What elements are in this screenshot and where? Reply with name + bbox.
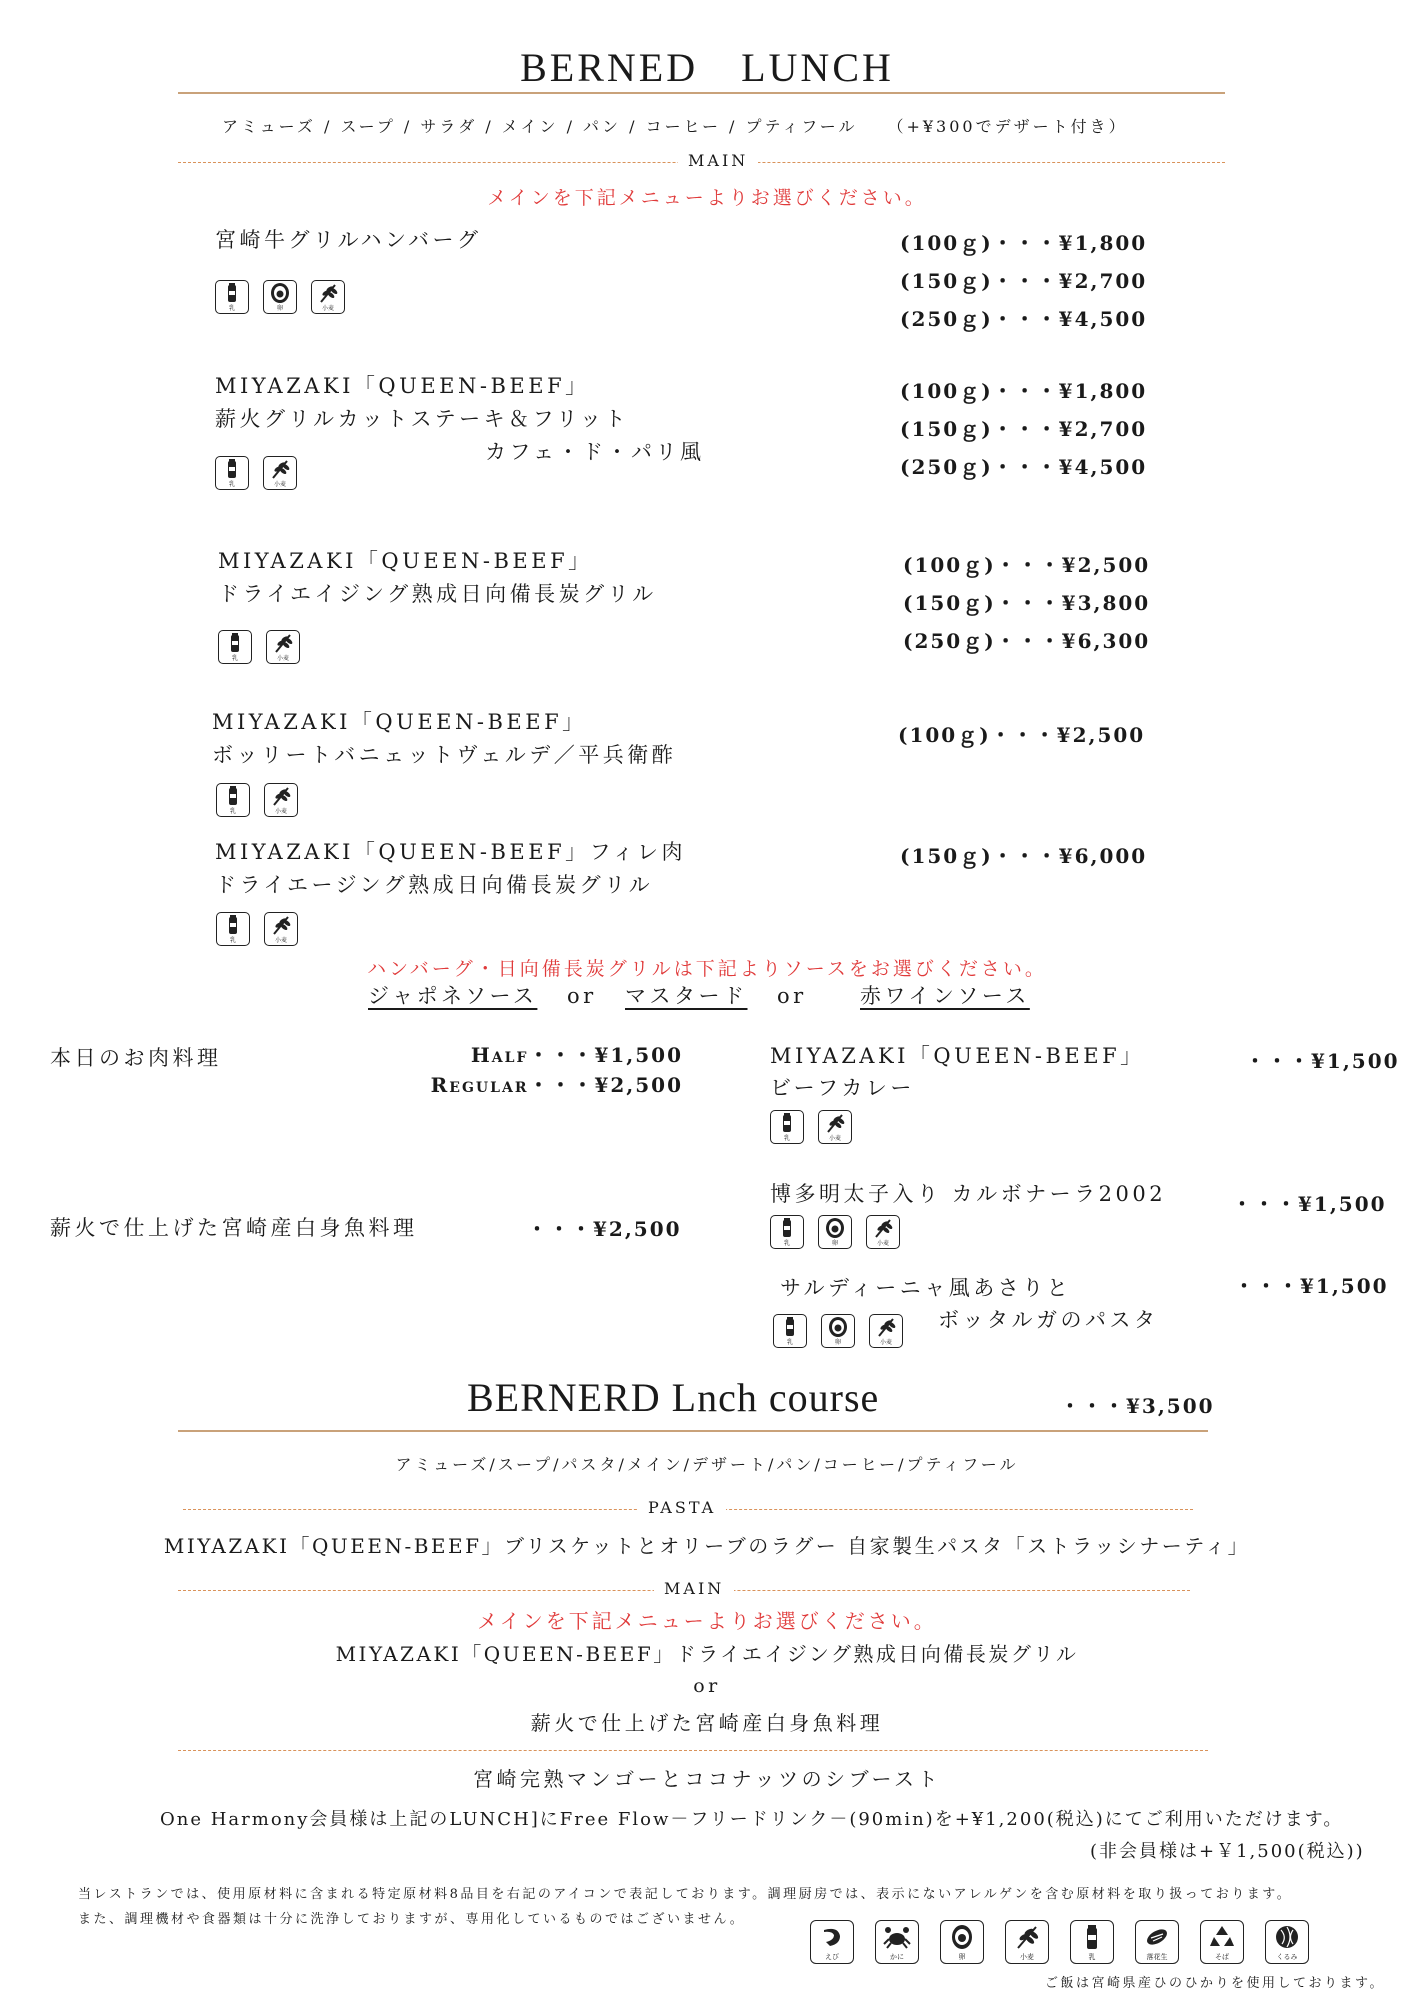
main-label: MAIN — [678, 151, 758, 170]
item-name-line: ボッリートバニェットヴェルデ／平兵衛酢 — [212, 743, 677, 767]
title-rule — [178, 92, 1225, 94]
wheat-icon: 小麦 — [266, 630, 300, 664]
price-row: (150ｇ)・・・¥2,700 — [900, 269, 1148, 293]
milk-icon: 乳 — [218, 630, 252, 664]
item-name-line: ドライエイジング熟成日向備長炭グリル — [218, 582, 657, 606]
price-row: (250ｇ)・・・¥4,500 — [900, 307, 1148, 331]
egg-icon: 卵 — [940, 1920, 984, 1964]
item-name-line: カフェ・ド・パリ風 — [485, 440, 705, 464]
sauce-option-mustard: マスタード — [625, 984, 748, 1008]
price-list — [900, 224, 1147, 338]
allergen-icons — [770, 1215, 900, 1249]
price-list — [900, 837, 1147, 875]
milk-icon: 乳 — [216, 783, 250, 817]
wheat-icon: 小麦 — [311, 280, 345, 314]
allergen-icons — [216, 783, 298, 817]
peanut-icon: 落花生 — [1135, 1920, 1179, 1964]
course-title: BERNERD Lnch course — [467, 1375, 880, 1420]
lunch-course-list: アミューズ / スープ / サラダ / メイン / パン / コーヒー / プティフール （+¥300でデザート付き） — [222, 117, 1128, 136]
walnut-icon: くるみ — [1265, 1920, 1309, 1964]
milk-icon: 乳 — [773, 1314, 807, 1348]
price-half: Half・・・¥1,500 — [470, 1043, 683, 1067]
allergen-icons — [216, 912, 298, 946]
price-row: (100ｇ)・・・¥2,500 — [898, 723, 1146, 747]
allergen-icons — [218, 630, 300, 664]
item-name-line: ビーフカレー — [770, 1076, 915, 1100]
course-rule — [178, 1430, 1208, 1432]
allergen-legend — [810, 1920, 1309, 1964]
sauce-option-japonaise: ジャポネソース — [368, 984, 538, 1008]
price-regular: Regular・・・¥2,500 — [430, 1073, 683, 1097]
wheat-icon: 小麦 — [264, 912, 298, 946]
course-main-or: or — [693, 1675, 721, 1697]
milk-icon: 乳 — [770, 1110, 804, 1144]
carbonara-price: ・・・¥1,500 — [1232, 1192, 1387, 1216]
egg-icon: 卵 — [821, 1314, 855, 1348]
pasta-label: PASTA — [638, 1498, 726, 1517]
allergen-icons — [215, 456, 297, 490]
course-main-option-2: 薪火で仕上げた宮崎産白身魚料理 — [530, 1711, 884, 1735]
wheat-icon: 小麦 — [818, 1110, 852, 1144]
price-row: (100ｇ)・・・¥1,800 — [900, 231, 1148, 255]
wheat-icon: 小麦 — [869, 1314, 903, 1348]
price-row: (150ｇ)・・・¥3,800 — [903, 591, 1151, 615]
rice-note: ご飯は宮崎県産ひのひかりを使用しております。 — [1045, 1976, 1385, 1991]
egg-icon: 卵 — [818, 1215, 852, 1249]
milk-icon: 乳 — [216, 912, 250, 946]
item-name-line: ドライエージング熟成日向備長炭グリル — [215, 873, 654, 897]
allergen-note-2: また、調理機材や食器類は十分に洗浄しておりますが、専用化しているものではございません。 — [78, 1912, 746, 1927]
price-list — [898, 716, 1145, 754]
item-name-line: MIYAZAKI「QUEEN-BEEF」 — [215, 374, 590, 398]
nonmember-note: (非会員様は+￥1,500(税込)) — [1090, 1841, 1365, 1862]
allergen-icons — [215, 280, 345, 314]
carbonara: 博多明太子入り カルボナーラ2002 — [770, 1182, 1167, 1206]
sauce-or: or — [567, 984, 597, 1008]
item-name-line: 薪火グリルカットステーキ＆フリット — [215, 407, 629, 431]
item-name-line: MIYAZAKI「QUEEN-BEEF」フィレ肉 — [215, 840, 686, 864]
allergen-icons — [773, 1314, 903, 1348]
sauce-note: ハンバーグ・日向備長炭グリルは下記よりソースをお選びください。 — [367, 958, 1047, 980]
price-row: (100ｇ)・・・¥1,800 — [900, 379, 1148, 403]
course-dessert: 宮崎完熟マンゴーとココナッツのシブースト — [473, 1767, 941, 1791]
milk-icon: 乳 — [215, 280, 249, 314]
sardinian-pasta-line-1: サルディーニャ風あさりと — [780, 1276, 1072, 1300]
member-free-flow-note: One Harmony会員様は上記のLUNCH]にFree Flow－フリードリンク－(90min)を+¥1,200(税込)にてご利用いただけます。 — [160, 1809, 1344, 1830]
item-name: 宮崎牛グリルハンバーグ — [215, 228, 482, 252]
wheat-icon: 小麦 — [866, 1215, 900, 1249]
price-row: (150ｇ)・・・¥6,000 — [900, 844, 1148, 868]
milk-icon: 乳 — [1070, 1920, 1114, 1964]
todays-meat-prices — [380, 1040, 683, 1100]
allergen-note-1: 当レストランでは、使用原材料に含まれる特定原材料8品目を右記のアイコンで表記しております。調理厨房では、表示にないアレルゲンを含む原材料を取り扱っております。 — [78, 1887, 1293, 1902]
main-item-dry-aged — [218, 545, 657, 611]
price-row: (150ｇ)・・・¥2,700 — [900, 417, 1148, 441]
course-price: ・・・¥3,500 — [1060, 1394, 1215, 1418]
item-name-line: MIYAZAKI「QUEEN-BEEF」 — [770, 1044, 1145, 1068]
allergen-icons — [770, 1110, 852, 1144]
course-pasta: MIYAZAKI「QUEEN-BEEF」ブリスケットとオリーブのラグー 自家製生パスタ「ストラッシナーティ」 — [163, 1534, 1251, 1558]
price-row: (100ｇ)・・・¥2,500 — [903, 553, 1151, 577]
item-name-line: MIYAZAKI「QUEEN-BEEF」 — [212, 710, 587, 734]
course-main-option-1: MIYAZAKI「QUEEN-BEEF」ドライエイジング熟成日向備長炭グリル — [335, 1642, 1079, 1666]
course-items: アミューズ/スープ/パスタ/メイン/デザート/パン/コーヒー/プティフール — [395, 1455, 1019, 1474]
wheat-icon: 小麦 — [263, 456, 297, 490]
page-title: BERNED LUNCH — [520, 45, 894, 90]
sauce-or: or — [777, 984, 807, 1008]
main-item-cut-steak — [215, 370, 704, 469]
item-name-line: MIYAZAKI「QUEEN-BEEF」 — [218, 549, 593, 573]
fish-dish-price: ・・・¥2,500 — [527, 1217, 682, 1241]
sauce-option-red-wine: 赤ワインソース — [860, 984, 1030, 1008]
todays-meat: 本日のお肉料理 — [50, 1046, 222, 1070]
main-item-bollito — [212, 706, 676, 772]
egg-icon: 卵 — [263, 280, 297, 314]
beef-curry-price: ・・・¥1,500 — [1245, 1049, 1400, 1073]
wheat-icon: 小麦 — [1005, 1920, 1049, 1964]
milk-icon: 乳 — [215, 456, 249, 490]
dessert-divider — [178, 1750, 1208, 1751]
main-select-note: メインを下記メニューよりお選びください。 — [487, 187, 927, 209]
beef-curry — [770, 1040, 1145, 1104]
course-main-label: MAIN — [654, 1579, 734, 1598]
fish-dish: 薪火で仕上げた宮崎産白身魚料理 — [50, 1216, 418, 1240]
price-row: (250ｇ)・・・¥6,300 — [903, 629, 1151, 653]
sardinian-pasta-price: ・・・¥1,500 — [1234, 1274, 1389, 1298]
main-item-hamburg — [215, 224, 482, 257]
price-list — [900, 372, 1147, 486]
price-row: (250ｇ)・・・¥4,500 — [900, 455, 1148, 479]
milk-icon: 乳 — [770, 1215, 804, 1249]
shrimp-icon: えび — [810, 1920, 854, 1964]
wheat-icon: 小麦 — [264, 783, 298, 817]
sardinian-pasta-line-2: ボッタルガのパスタ — [938, 1308, 1159, 1332]
course-main-note: メインを下記メニューよりお選びください。 — [477, 1609, 937, 1633]
buckwheat-icon: そば — [1200, 1920, 1244, 1964]
crab-icon: かに — [875, 1920, 919, 1964]
main-item-fillet — [215, 836, 686, 902]
price-list — [903, 546, 1150, 660]
